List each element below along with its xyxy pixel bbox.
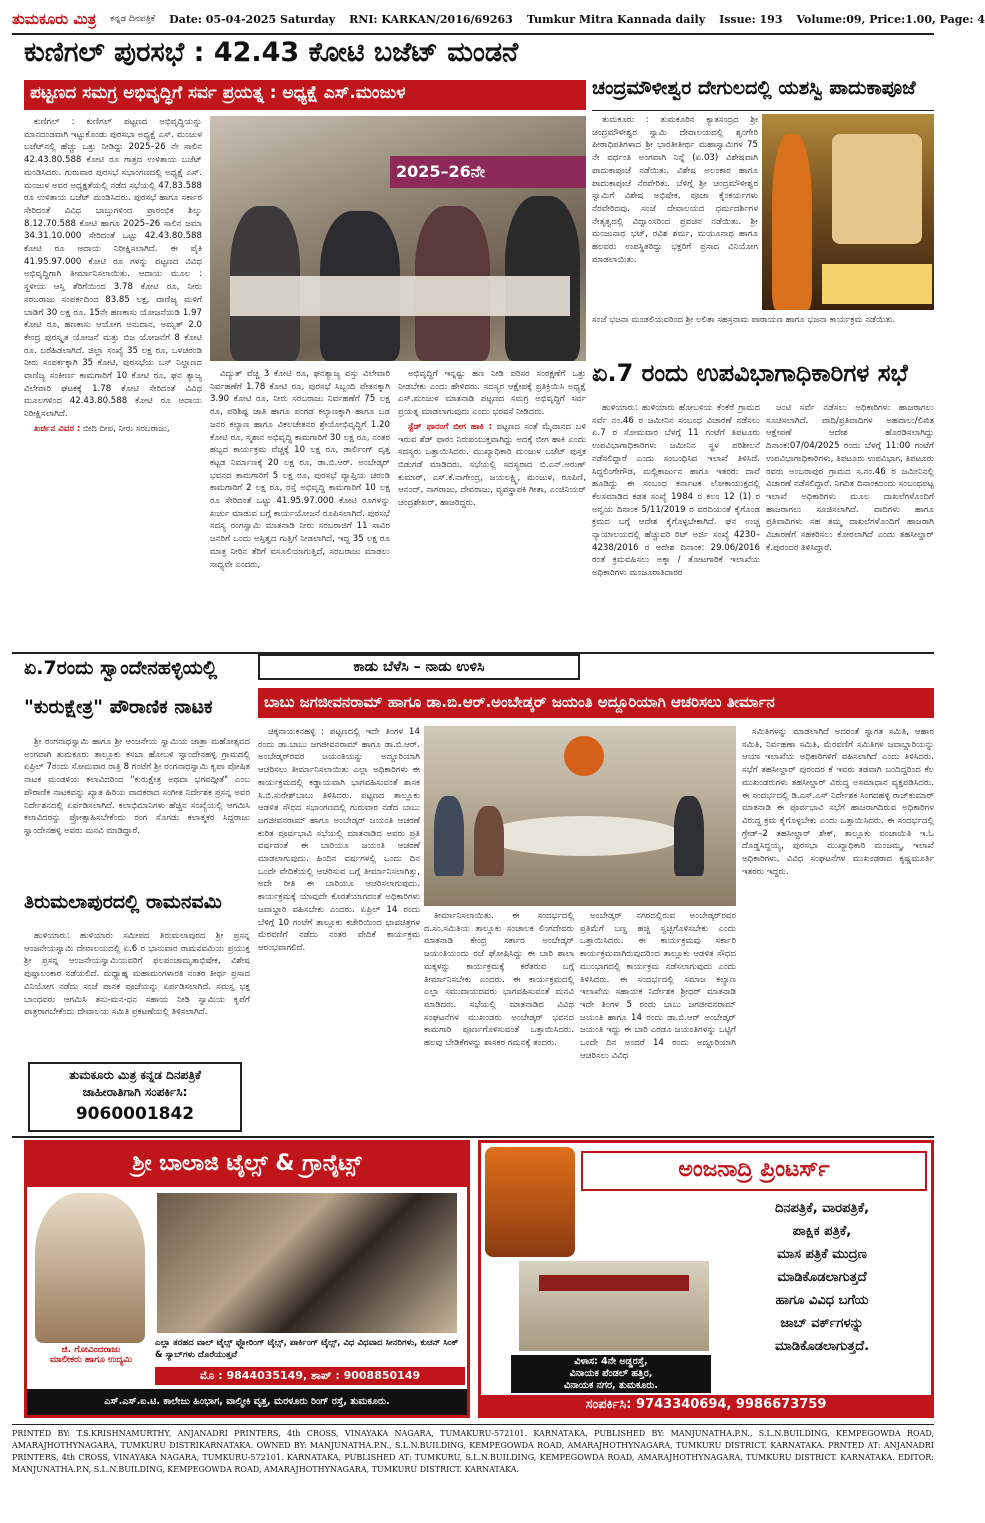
story6-column-2: ತೀರ್ಮಾನಿಸಲಾಯಿತು. ಈ ಸಂದರ್ಭದಲ್ಲಿ ದ.ಸಂ.ಸಮಿತಿಯ ತಾಲ್ಲೂಕು ಸಂಚಾಲಕ ಲಿಂಗದೇವರು ಮಾತನಾಡಿ ಕೇಂದ್ರ ಸರ್ಕಾರ ಅಂಬೇಡ್ಕರ್ ಜಯಂತಿಯಂದು ರಜೆ ಘೋಷಿಸಿದ್ದು ಈ ಬಾರಿ ಶಾಲಾ ಮಕ್ಕಳನ್ನು ಕಾರ್ಯಕ್ರಮಕ್ಕೆ ಕರೆತರುವ ಬಗ್ಗೆ ತೀರ್ಮಾನಿಸಬೇಕು ಎಂದರು. ಈ ಕಾರ್ಯಕ್ರಮದಲ್ಲಿ ಎಲ್ಲಾ ಸಮುದಾಯದವರು ಭಾಗವಹಿಸುವಂತೆ ಮನವಿ ಮಾಡಿದರು. ಸಭೆಯಲ್ಲಿ ಮಾತನಾಡಿದ ವಿವಿಧ ಸಂಘಟನೆಗಳ ಮುಖಂಡರು ಅಂಬೇಡ್ಕರ್ ಭವನದ ಕಾಮಗಾರಿ ಪೂರ್ಣಗೊಳಿಸುವಂತೆ ಒತ್ತಾಯಿಸಿದರು. ಹಲವು ಬೇಡಿಕೆಗಳನ್ನು ಶಾಸಕರ ಗಮನಕ್ಕೆ ತಂದರು. (424, 911, 574, 1049)
tiles-address: ಎಸ್.ಎಸ್.ಐ.ಟಿ. ಕಾಲೇಜು ಹಿಂಭಾಗ, ವಾಲ್ಮೀಕಿ ವೃತ್ತ, ಮರಳೂರು ರಿಂಗ್ ರಸ್ತೆ, ತುಮಕೂರು. (27, 1389, 467, 1415)
story1-column-2: ವಿದ್ಯುತ್ ವೆಚ್ಚ 3 ಕೋಟಿ ರೂ, ಘನತ್ಯಾಜ್ಯ ವಸ್ತು ವಿಲೇವಾರಿ ನಿರ್ವಹಣೆಗೆ 1.78 ಕೋಟಿ ರೂ, ಪುರಸಭೆ ಸಿಬ್ಬಂದಿ ವೇತನಕ್ಕಾಗಿ 3.90 ಕೋಟಿ ರೂ, ನೀರು ಸರಬರಾಜು ನಿರ್ವಹಣೆಗೆ 75 ಲಕ್ಷ ರೂ, ಪರಿಶಿಷ್ಟ ಜಾತಿ ಹಾಗೂ ಪಂಗಡ ಕಲ್ಯಾಣಕ್ಕಾಗಿ ಹಾಗೂ ಬಡ ಜನರ ಕಲ್ಯಾಣ ಹಾಗೂ ವಿಕಲಚೇತನರ ಶ್ರೇಯೋಭಿವೃದ್ಧಿಗೆ 1.20 ಕೋಟಿ ರೂ, ಸ್ಮಶಾನ ಅಭಿವೃದ್ಧಿ ಕಾಮಗಾರಿಗೆ 30 ಲಕ್ಷ ರೂ, ನಂತರ ಹಬ್ಬದ ಕಾರ್ಯಕ್ರಮ ವೆಚ್ಚಕ್ಕೆ 10 ಲಕ್ಷ ರೂ, ಡಾರ್ಲಿಂಗ್ ವೃತ್ತ ಕಟ್ಟಡ ನಿರ್ಮಾಣಕ್ಕೆ 20 ಲಕ್ಷ ರೂ, ಡಾ.ಬಿ.ಆರ್. ಅಂಬೇಡ್ಕರ್ ಭವನದ ಕಾಮಗಾರಿಗೆ 5 ಲಕ್ಷ ರೂ, ಪುರಸಭೆ ವ್ಯಾಪ್ತಿಯ ಚರಂಡಿ ಕಾಮಗಾರಿಗೆ 2 ಲಕ್ಷ ರೂ, ರಸ್ತೆ ಅಭಿವೃದ್ಧಿ ಕಾಮಗಾರಿಗೆ 10 ಲಕ್ಷ ರೂ ಸೇರಿದಂತೆ ಒಟ್ಟು 41.95.97.000 ಕೋಟಿ ರೂಗಳನ್ನು ಖರ್ಚು ಮಾಡುವ ಬಗ್ಗೆ ಕಾರ್ಯಯೋಜನೆ ರೂಪಿಸಲಾಗಿದೆ. ಪುರಸಭೆ ಸದಸ್ಯ ರಂಗಸ್ವಾಮಿ ಮಾತನಾಡಿ ನೀರು ಸರಬರಾಜಿಗೆ 11 ಸಾವಿರ ಜನರಿಗೆ ಒಂದು ಅಸ್ತಿತ್ವದ ಗುತ್ತಿಗೆ ನೀಡಲಾಗಿದೆ, ಇದ್ದ 35 ಲಕ್ಷ ರೂ ಮಾತ್ರ ನೀರಿನ ತೆರಿಗೆ ವಸೂಲಿಯಾಗುತ್ತಿದೆ, ಸರಬರಾಜು ಮಾಡಲು ಸಾಧ್ಯವೇ ಎಂದರು, (210, 369, 390, 570)
story4-headline-line1: ಏ.7ರಂದು ಸ್ವಾಂದೇನಹಳ್ಳಿಯಲ್ಲಿ (24, 657, 218, 679)
temple-puja-photo (762, 114, 934, 310)
tiles-ad-title: ಶ್ರೀ ಬಾಲಾಜಿ ಟೈಲ್ಸ್ & ಗ್ರಾನೈಟ್ಸ್ (27, 1143, 467, 1187)
printers-contact: ಸಂಪರ್ಕಿಸಿ: 9743340694, 9986673759 (481, 1395, 931, 1415)
owner-subtitle: ಮಾಲೀಕರು ಹಾಗೂ ಉದ್ಯಮಿ (49, 1355, 133, 1365)
volume-price-page: Volume:09, Price:1.00, Page: 4 (796, 12, 985, 26)
anjanadri-printers-ad (478, 1140, 934, 1418)
issue-date: Date: 05-04-2025 Saturday (169, 12, 336, 26)
balaji-tiles-ad (24, 1140, 470, 1418)
paper-name: Tumkur Mitra Kannada daily (526, 12, 706, 26)
story2-caption: ಸಂಜೆ ಭಜನಾ ಮಂಡಲಿಯವರಿಂದ ಶ್ರೀ ಲಲಿತಾ ಸಹಸ್ರನಾಮ ಪಾರಾಯಣ ಹಾಗೂ ಭಜನಾ ಕಾರ್ಯಕ್ರಮ ನಡೆಯಿತು. (592, 315, 896, 325)
story2-rule (592, 110, 934, 111)
tiles-phones: ಮೊ : 9844035149, ಶಾಪ್ : 9008850149 (155, 1367, 465, 1385)
story3-column-1: ಹುಳಿಯಾರು: ಹುಳಿಯಾರು ಹೋಬಳಿಯ ಕೆಂಕೆರೆ ಗ್ರಾಮದ ಸರ್ವೆ ನಂ.46 ರ ಜಮೀನಿನ ಸಂಬಂಧ ವಿಚಾರಣೆ ನಡೆಸಲು ಏ.7 ರ ಸೋಮವಾರ ಬೆಳಗ್ಗೆ 11 ಗಂಟೆಗೆ ತಿಪಟೂರು ಉಪವಿಭಾಗಾಧಿಕಾರಿಗಳು ಜಮೀನಿನ ಸ್ಥಳ ಪರಿಶೀಲನೆ ನಡೆಸಲಿದ್ದಾರೆ ಎಂದು ಸಂಬಂಧಿಸಿದ ಇಲಾಖೆ ತಿಳಿಸಿದೆ. ಸಿದ್ದಲಿಂಗೇಗೌಡ, ಮಲ್ಲಿಕಾರ್ಜುನ ಹಾಗೂ ಇತರರು ದಾವೆ ಹೂಡಿದ್ದು ಈ ಸಂಬಂಧ ಕರ್ನಾಟಕ ಲೋಕಾಯುಕ್ತದಲ್ಲಿ ಕೆಲಸಮಾಡಿದ ಕಡತ ಸಂಖ್ಯೆ 1984 ರ ಕಲಂ 12 (1) ರ ಅನ್ವಯ ದಿನಾಂಕ 5/11/2019 ರ ವರದಿಯಂತೆ ಕೈಗೊಂಡ ಕ್ರಮದ ಬಗ್ಗೆ ಆದೇಶ ಕೈಗೊಳ್ಳಬೇಕಾಗಿದೆ. ಘನ ಉಚ್ಚ ನ್ಯಾಯಾಲಯದಲ್ಲಿ ಹೆಚ್ಚುವರಿ ರಿಟ್ ಅರ್ಜಿ ಸಂಖ್ಯೆ 4230–4238/2016 ರ ಆದೇಶ ದಿನಾಂಕ: 29.06/2016 ರಂತೆ ಕ್ರಮವಹಿಸಲು ಅಕ್ಕಾ / ತೋಟಗಾರಿಕೆ ಇಲಾಖೆಯ ಅಧಿಕಾರಿಗಳು ಮಂಜೂರಾತಿದಾರರ (592, 403, 760, 579)
meeting-photo (424, 726, 736, 906)
story3-column-2: ಜಂಟಿ ಸರ್ವೆ ನಡೆಸಲು ಅಧಿಕಾರಿಗಳು ಹಾಜರಾಗಲು ಸೂಚಿಸಲಾಗಿದೆ. ವಾದಿ/ಪ್ರತಿವಾದಿಗಳ ಅಹವಾಲು/ಲಿಖಿತ ಆಕ್ಷೇಪಣೆ ಆದೇಶ ಹೊರಡಿಸಲಾಗಿದ್ದು ದಿನಾಂಕ:07/04/2025 ರಂದು ಬೆಳಗ್ಗೆ 11:00 ಗಂಟೆಗೆ ಉಪವಿಭಾಗಾಧಿಕಾರಿಗಳು, ತಿಪಟೂರು ಉಪವಿಭಾಗ, ತಿಪಟೂರು ರವರು ಅಂಬರಾಪುರ ಗ್ರಾಮದ ಸ.ನಂ.46 ರ ಜಮೀನಿನಲ್ಲಿ ವಿಚಾರಣೆ ನಡೆಸಲಿದ್ದಾರೆ. ನಿಗದಿತ ದಿನಾಂಕದಂದು ಸಂಬಂಧಪಟ್ಟ ಇಲಾಖೆ ಅಧಿಕಾರಿಗಳು ಮೂಲ ದಾಖಲೆಗಳೊಂದಿಗೆ ಹಾಜರಾಗಲು ಸೂಚಿಸಲಾಗಿದೆ. ವಾದಿಗಳು ಹಾಗೂ ಪ್ರತಿವಾದಿಗಳು ಸಹ ತಮ್ಮ ದಾಖಲೆಗಳೊಂದಿಗೆ ಹಾಜರಾಗಿ ವಿಚಾರಣೆಗೆ ಸಹಕರಿಸಲು ಕೋರಲಾಗಿದೆ ಎಂದು ತಹಸೀಲ್ದಾರ್ ಕೆ.ಪುರಂದರ ತಿಳಿಸಿದ್ದಾರೆ. (766, 403, 934, 553)
printers-address: ವಿಳಾಸ: 4ನೇ ಅಡ್ಡರಸ್ತೆ, ವಿನಾಯಕ ಪೆಂಡಲ್ ಹತ್ತಿರ, ವಿನಾಯಕ ನಗರ, ತುಮಕೂರು. (511, 1355, 711, 1393)
story5-headline: ತಿರುಮಲಾಪುರದಲ್ಲಿ ರಾಮನವಮಿ (24, 891, 222, 913)
owner-photo (35, 1193, 145, 1343)
story1-column-1: ಕುಣಿಗಲ್ : ಕುಣಿಗಲ್ ಪಟ್ಟಣದ ಅಭಿವೃದ್ಧಿಯನ್ನು ಮಾನದಂಡವಾಗಿ ಇಟ್ಟುಕೊಂಡು ಪುರಸಭಾ ಅಧ್ಯಕ್ಷೆ ಎಸ್. ಮಂಜುಳ ಬಜೆಟ್‌ನಲ್ಲಿ ಹೆಚ್ಚು ಒತ್ತು ನೀಡಿದ್ದು 2025–26 ನೇ ಸಾಲಿನ 42.43.80.588 ಕೋಟಿ ರೂ ಗಾತ್ರದ ಉಳಿತಾಯ ಬಜೆಟ್ ಮಂಡಿಸಿದರು. ಗುರುವಾರ ಪುರಸಭೆ ಸಭಾಂಗಣದಲ್ಲಿ ಅಧ್ಯಕ್ಷೆ ಎಸ್. ಮಂಜುಳ ಅವರ ಅಧ್ಯಕ್ಷತೆಯಲ್ಲಿ ನಡೆದ ಸಭೆಯಲ್ಲಿ 47.83.588 ರೂ ಉಳಿತಾಯ ಬಜೆಟ್ ಮಂಡಿಸಿದರು. ಪುರಸಭೆ ಹಾಗೂ ಸರ್ಕಾರ ಸೇರಿದಂತೆ ವಿವಿಧ ಬಾಬ್ತುಗಳಿಂದ ಪ್ರಾರಂಭಿಕ ಶಿಲ್ಕು 8.12.70.588 ಕೋಟಿ ಹಾಗೂ 2025–26 ಸಾಲಿನ ಜಮಾ 34.31.10.000 ಸೇರಿದಂತೆ ಒಟ್ಟು 42.43.80.588 ಕೋಟಿ ರೂ ಆದಾಯ ನಿರೀಕ್ಷಿಸಲಾಗಿದೆ. ಈ ಪೈಕಿ 41.95.97.000 ಕೋಟಿ ರೂ ಗಳನ್ನು ಪಟ್ಟಣದ ವಿವಿಧ ಅಭಿವೃದ್ಧಿಗಾಗಿ ತೀರ್ಮಾನಿಸಲಾಯಿತು. ಆದಾಯ ಮೂಲ : ಸ್ಥಳೀಯ ಆಸ್ತಿ ತೆರಿಗೆಯಿಂದ 3.78 ಕೋಟಿ ರೂ, ನೀರು ಸರಬರಾಜು ಸಂಪರ್ಕದಿಂದ 83.85 ಲಕ್ಷ, ವಾಣಿಜ್ಯ ಮಳಿಗೆ ಬಾಡಿಗೆ 30 ಲಕ್ಷ ರೂ. 15ನೇ ಹಣಕಾಸು ಯೋಜನೆಯಡಿ 1.97 ಕೋಟಿ ರೂ, ಹಣಕಾಸು ಆಯೋಗ ಅನುದಾನ, ಅಮೃತ್ 2.0 ಕೇಂದ್ರ ಪುರಸ್ಕೃತ ಯೋಜನೆ ಮತ್ತು ಬಿಜ ಯೋಜನೆಗೆ 8 ಕೋಟಿ ರೂ. ಬರೆಹಿಡಲಾಗಿದೆ. ಜಿಲ್ಲಾ ಸಂಖ್ಯೆ 35 ಲಕ್ಷ ರೂ, ಒಳಚರಂಡಿ ನೀರು ಸಂಪರ್ಕಕ್ಕಾಗಿ 35 ಕೋಟಿ, ಪುರಸಭೆಯ ಬಸ್ ನಿಲ್ದಾಣದ ವಾಣಿಜ್ಯ ಸಂಕೀರ್ಣ ಕಾಮಗಾರಿಗೆ 10 ಕೋಟಿ ರೂ, ಘನ ತ್ಯಾಜ್ಯ ವಿಲೇವಾರಿ ಘಟಕಕ್ಕೆ 1.78 ಕೋಟಿ ಸೇರಿದಂತೆ ವಿವಿಧ ಮೂಲಗಳಿಂದ 42.43.80.588 ಕೋಟಿ ರೂ ಆದಾಯ ನಿರೀಕ್ಷಿಸಲಾಗಿದೆ. ಖರ್ಚಿನ ವಿವರ : ಬೀದಿ ದೀಪ, ನೀರು ಸರಬರಾಜು, (24, 117, 203, 434)
masthead (12, 6, 985, 32)
rni-number: RNI: KARKAN/2016/69263 (349, 12, 513, 26)
advertise-line1: ತುಮಕೂರು ಮಿತ್ರ ಕನ್ನಡ ದಿನಪತ್ರಿಕೆ (69, 1068, 201, 1082)
hanuman-image (485, 1147, 575, 1257)
story3-headline: ಏ.7 ರಂದು ಉಪವಿಭಾಗಾಧಿಕಾರಿಗಳ ಸಭೆ (592, 359, 908, 387)
advertise-line2: ಜಾಹೀರಾತಿಗಾಗಿ ಸಂಪರ್ಕಿಸಿ: (82, 1085, 188, 1099)
footer-rule (12, 1424, 934, 1425)
story5-body: ಹುಳಿಯಾರು: ಹುಳಿಯಾರು ಸಮೀಪದ ತಿರುಮಲಾಪುರದ ಶ್ರೀ ಪ್ರಸನ್ನ ಆಂಜನೇಯಸ್ವಾಮಿ ದೇವಾಲಯದಲ್ಲಿ ಏ.6 ರ ಭಾನುವಾರ ರಾಮನವಮಿಯ ಪ್ರಯುಕ್ತ ಶ್ರೀ ಪ್ರಸನ್ನ ಆಂಜನೇಯಸ್ವಾಮಿಯವರಿಗೆ ಫಲಪಂಚಾಮೃತಾಭಿಷೇಕ, ವಿಶೇಷ ಪುಷ್ಪಾಲಂಕಾರ ನಡೆಯಲಿದೆ. ಮಧ್ಯಾಹ್ನ ಮಹಾಮಂಗಳಾರತಿ ನಂತರ ತೀರ್ಥ ಪ್ರಸಾದ ವಿನಿಯೋಗ ನಡೆದು ಸಂಜೆ ಪಾನಕ ಪೂಜೆಯನ್ನು ಏರ್ಪಡಿಸಲಾಗಿದೆ. ಸಮಸ್ತ ಭಕ್ತ ಬಾಂಧವರು ಆಗಮಿಸಿ ತನು-ಮನ-ಧನ ಸಹಾಯ ನೀಡಿ ಸ್ವಾಮಿಯ ಕೃಪೆಗೆ ಪಾತ್ರರಾಗಬೇಕೆಂದು ದೇವಾಲಯ ಸಮಿತಿ ಪ್ರಕಟಣೆಯಲ್ಲಿ ತಿಳಿಸಲಾಗಿದೆ. (24, 931, 250, 1018)
masthead-rule (12, 33, 934, 35)
imprint-footer: PRINTED BY: T.S.KRISHNAMURTHY, ANJANADRI PRINTERS, 4th CROSS, VINAYAKA NAGARA, TUMAKURU-572101. KARNATAKA, PUBLISHED BY: MANJUNATHA.P.N., S.L.N.BUILDING, KEMPEGOWDA ROAD, AMARAJHOTHYNAGARA, TUMKURU DISTRIKARNATAKA. OWNED BY: MANJUNATHA.P.N., S.L.N.BUILDING, KEMPEGOWDA ROAD, AMARAJHOTHYNAGARA, TUMKURU DISTRICT. KARNATAKA. PRNTED AT: ANJANADRI PRINTERS, 4th CROSS, VINAYAKA NAGARA, TUMKURU-572101. KARNATAKA, PUBLISHED AT: TUMKURU, S.L.N.BUILDING, KEMPEGOWDA ROAD, AMARAJHOTHYNAGARA, TUMKURU DISTRICT. KARNATAKA. EDITOR: MANJUNATHA.P.N, S.L.N.BUILDING, KEMPEGOWDA ROAD, AMARAJHOTHYNAGARA, TUMKURU DISTRICT. KARNATAKA. (12, 1429, 934, 1474)
story1-subhead: ಪಟ್ಟಣದ ಸಮಗ್ರ ಅಭಿವೃದ್ಧಿಗೆ ಸರ್ವ ಪ್ರಯತ್ನ : ಅಧ್ಯಕ್ಷೆ ಎಸ್.ಮಂಜುಳ (24, 80, 586, 110)
printers-shop-photo (519, 1261, 709, 1351)
logo-subtitle: ಕನ್ನಡ ದಿನಪತ್ರಿಕೆ (110, 14, 156, 24)
advertise-contact-box (28, 1062, 242, 1132)
ads-rule (12, 1136, 934, 1138)
advertise-phone: 9060001842 (75, 1104, 195, 1124)
owner-name: ಜಿ. ಗೋವಿಂದರಾಜು (61, 1345, 121, 1355)
budget-release-photo (210, 116, 586, 361)
tiles-product-photo (157, 1193, 457, 1333)
story6-column-4: ಸಮಿತಿಗಳನ್ನು ಮಾಡಲಾಗಿದೆ ಅದರಂತೆ ಸ್ವಾಗತ ಸಮಿತಿ, ಆಹಾರ ಸಮಿತಿ, ನಿರ್ವಹಣಾ ಸಮಿತಿ, ಮೆರವಣಿಗೆ ಸಮಿತಿಗಳ ಜವಾಬ್ದಾರಿಯನ್ನು ಆಯಾ ಇಲಾಖೆಯ ಅಧಿಕಾರಿಗಳಿಗೆ ವಹಿಸಲಾಗಿದೆ ಎಂದು ತಿಳಿಸಿದರು. ಸಭೆಗೆ ತಹಸೀಲ್ದಾರ್ ಪುರಂದರ ಕೆ ಇವರು ತಡವಾಗಿ ಬಂದಿದ್ದರಿಂದ ಕೆಲ ಮುಖಂಡರುಗಳು ತಹಸೀಲ್ದಾರ್ ವಿರುದ್ಧ ಅಸಮಾಧಾನ ವ್ಯಕ್ತಪಡಿಸಿದರು. ಈ ಸಂದರ್ಭದಲ್ಲಿ ಡಿ.ಎಸ್.ಎಸ್ ನಿರ್ದೇಶಕ ಸಿಂಗದಹಳ್ಳಿ ರಾಜ್‌ಕುಮಾರ್ ಮಾತನಾಡಿ ಈ ಪೂರ್ವಭಾವಿ ಸಭೆಗೆ ಹಾಜರಾಗದಿರುವ ಅಧಿಕಾರಿಗಳ ವಿರುದ್ಧ ಕ್ರಮ ಕೈಗೊಳ್ಳಬೇಕು ಎಂದು ಒತ್ತಾಯಿಸಿದರು. ಈ ಸಂದರ್ಭದಲ್ಲಿ ಗ್ರೇಡ್–2 ತಹಸೀಲ್ದಾರ್ ಶೇಕ್, ತಾಲ್ಲೂಕು ಪಂಚಾಯಿತಿ ಇ.ಓ ದೊಡ್ಡಸಿದ್ದಯ್ಯ, ಪುರಸಭಾ ಮುಖ್ಯಾಧಿಕಾರಿ ಮಂಜಮ್ಮ, ಇಲಾಖೆ ಅಧಿಕಾರಿಗಳು, ವಿವಿಧ ಸಂಘಟನೆಗಳ ಮುಖಂಡರಾದ ಕೃಷ್ಣಮೂರ್ತಿ ಇತರರು ಇದ್ದರು. (742, 727, 934, 877)
printers-services: ದಿನಪತ್ರಿಕೆ, ವಾರಪತ್ರಿಕೆ, ಪಾಕ್ಷಿಕ ಪತ್ರಿಕೆ, ಮಾಸ ಪತ್ರಿಕೆ ಮುದ್ರಣ ಮಾಡಿಕೊಡಲಾಗುತ್ತದೆ ಹಾಗೂ ವಿವಿಧ ಬಗೆಯ ಜಾಬ್ ವರ್ಕ್‌ಗಳನ್ನು ಮಾಡಿಕೊಡಲಾಗುತ್ತದೆ. (774, 1201, 870, 1354)
issue-number: Issue: 193 (719, 12, 783, 26)
story4-headline-line2: "ಕುರುಕ್ಷೇತ್ರ" ಪೌರಾಣಿಕ ನಾಟಕ (24, 696, 213, 718)
story2-body: ತುಮಕೂರು : ತುಮಕೂರಿನ ಕ್ಯಾತಸಂದ್ರದ ಶ್ರೀ ಚಂದ್ರಮೌಳೀಶ್ವರ ಸ್ವಾಮಿ ದೇವಾಲಯದಲ್ಲಿ ಶೃಂಗೇರಿ ಪೀಠಾಧಿಪತಿಗಳಾದ ಶ್ರೀ ಭಾರತೀತೀರ್ಥ ಮಹಾಸ್ವಾಮಿಗಳ 75 ನೇ ವರ್ಧಂತಿ ಅಂಗವಾಗಿ ನಿನ್ನೆ (ಏ.03) ವಿಶೇಷವಾಗಿ ಪಾದುಕಾಪೂಜೆ ನಡೆಯಿತು. ವಿಶೇಷ ಅಲಂಕಾರ ಹಾಗೂ ಪಾದುಕಾಪೂಜೆ ನೆರವೇರಿತು. ಬೆಳಿಗ್ಗೆ ಶ್ರೀ ಚಂದ್ರಮೌಳೀಶ್ವರ ಸ್ವಾಮಿಗೆ ವಿಶೇಷ ಅಭಿಷೇಕ, ಪೂಜಾ ಕೈಂಕರ್ಯಗಳು ನೆರವೇರಿದವು. ಸಂಜೆ ದೇವಾಲಯದ ಧರ್ಮದರ್ಶಿಗಳ ನೇತೃತ್ವದಲ್ಲಿ ವಿದ್ವಾಂಸರಿಂದ ಪ್ರವಚನ ನಡೆಯಿತು. ಶ್ರೀ ಮಂಜುನಾಥ ಭಟ್, ರವಿಶ ಶರ್ಮ, ಮಯೂನಾಥ ಹಾಗೂ ಹಲವರು ಉಪಸ್ಥಿತರಿದ್ದು ಭಕ್ತರಿಗೆ ಪ್ರಸಾದ ವಿನಿಯೋಗ ಮಾಡಲಾಯಿತು. (592, 115, 758, 265)
story4-body: ಶ್ರೀ ರಂಗನಾಥಸ್ವಾಮಿ ಹಾಗೂ ಶ್ರೀ ಆಂಜನೇಯ ಸ್ವಾಮಿಯ ಜಾತ್ರಾ ಮಹೋತ್ಸವದ ಅಂಗವಾಗಿ ತುಮಕೂರು ತಾಲ್ಲೂಕು ಕಸಬಾ ಹೋಬಳಿ ಸ್ವಾಂದೇನಹಳ್ಳಿ ಗ್ರಾಮದಲ್ಲಿ ಏಪ್ರಿಲ್ 7ರಂದು ಸೋಮವಾರ ರಾತ್ರಿ 8 ಗಂಟೆಗೆ ಶ್ರೀ ರಂಗನಾಥಸ್ವಾಮಿ ಕೃಪಾ ಪೋಷಿತ ನಾಟಕ ಮಂಡಳಿಯ ಕಲಾವಿದರಿಂದ "ಕುರುಕ್ಷೇತ್ರ ಅಥವಾ ಭಗವದ್ಗೀತೆ" ಎಂಬ ಪೌರಾಣಿಕ ನಾಟಕವನ್ನು ಖ್ಯಾತ ಹಿರಿಯ ವಾದಕರಾದ ಸಂಗೀತ ನಿರ್ದೇಶಕ ಪ್ರಸನ್ನ ಅವರ ನಿರ್ದೇಶನದಲ್ಲಿ ಏರ್ಪಡಿಸಲಾಗಿದೆ. ಕಲಾಭಿಮಾನಿಗಳು ಹೆಚ್ಚಿನ ಸಂಖ್ಯೆಯಲ್ಲಿ ಆಗಮಿಸಿ ಕಲಾವಿದರನ್ನು ಪ್ರೋತ್ಸಾಹಿಸಬೇಕೆಂದು ರಂಗ ಸೊಗಡು ಕಲಾತ್ಮಕರ ಸಿದ್ದರಾಜು ಸ್ವಾಂದೇನಹಳ್ಳಿ ಅವರು ಮನವಿ ಮಾಡಿದ್ದಾರೆ. (24, 737, 250, 836)
printers-ad-title: ಅಂಜನಾದ್ರಿ ಪ್ರಿಂಟರ್ಸ್ (581, 1151, 927, 1191)
story6-column-1: ಚಿಕ್ಕನಾಯಕನಹಳ್ಳಿ : ಪಟ್ಟಣದಲ್ಲಿ ಇದೇ ತಿಂಗಳ 14 ರಂದು ಡಾ.ಬಾಬು ಜಗಜೀವನರಾಮ್ ಹಾಗೂ ಡಾ.ಬಿ.ಆರ್. ಅಂಬೇಡ್ಕರ್‌ರವರ ಜಯಂತಿಯನ್ನು ಅದ್ದೂರಿಯಾಗಿ ಆಚರಿಸಲು ತೀರ್ಮಾನಿಸಲಾಯಿತು ಎಲ್ಲಾ ಅಧಿಕಾರಿಗಳು ಈ ಕಾರ್ಯಕ್ರಮದಲ್ಲಿ ಕಡ್ಡಾಯವಾಗಿ ಭಾಗವಹಿಸುವಂತೆ ಶಾಸಕ ಸಿ.ಬಿ.ಸುರೇಶ್‌ಬಾಬು ತಿಳಿಸಿದರು. ಪಟ್ಟಣದ ತಾಲ್ಲೂಕು ಆಡಳಿತ ಸೌಧದ ಸಭಾಂಗಣದಲ್ಲಿ ಗುರುವಾರ ನಡೆದ ಬಾಬು ಜಗಜೀವನರಾಮ್ ಹಾಗೂ ಅಂಬೇಡ್ಕರ್ ಜಯಂತಿ ಆಚರಣೆ ಕುರಿತ ಪೂರ್ವಭಾವಿ ಸಭೆಯಲ್ಲಿ ಮಾತನಾಡಿದ ಅವರು ಪ್ರತಿ ವರ್ಷದಂತೆ ಈ ಬಾರಿಯೂ ಜಯಂತಿ ಆಚರಣೆ ಮಾಡಲಾಗುವುದು. ಹಿಂದಿನ ವರ್ಷಗಳಲ್ಲಿ ಒಂದು ದಿನ ಒಂದೇ ವೇದಿಕೆಯಲ್ಲಿ ಆಚರಿಸುವ ಬಗ್ಗೆ ತೀರ್ಮಾನಿಸಲಾಗಿತ್ತು, ಅದೇ ರೀತಿ ಈ ಬಾರಿಯೂ ಆಚರಿಸಲಾಗುವುದು. ಕಾರ್ಯಕ್ರಮಕ್ಕೆ ಯಾವುದೇ ಕೊರತೆಯಾಗದಂತೆ ಅಧಿಕಾರಿಗಳು ಜವಾಬ್ದಾರಿ ವಹಿಸಬೇಕು ಎಂದರು. ಏಪ್ರಿಲ್ 14 ರಂದು ಬೆಳಿಗ್ಗೆ 10 ಗಂಟೆಗೆ ತಾಲ್ಲೂಕು ಕಚೇರಿಯಿಂದ ಭಾವಚಿತ್ರಗಳ ಮೆರವಣಿಗೆ ನಡೆದು ನಂತರ ವೇದಿಕೆ ಕಾರ್ಯಕ್ರಮ ಆರಂಭವಾಗಲಿದೆ. (258, 727, 420, 953)
photo-banner: 2025–26ನೇ (390, 156, 586, 188)
story1-headline: ಕುಣಿಗಲ್ ಪುರಸಭೆ : 42.43 ಕೋಟಿ ಬಜೆಟ್ ಮಂಡನೆ (24, 37, 519, 68)
slogan-box: ಕಾಡು ಬೆಳೆಸಿ – ನಾಡು ಉಳಿಸಿ (258, 654, 580, 680)
story2-headline: ಚಂದ್ರಮೌಳೀಶ್ವರ ದೇಗುಲದಲ್ಲಿ ಯಶಸ್ವಿ ಪಾದುಕಾಪೂಜೆ (592, 77, 916, 99)
story6-column-3: ಅಂಬೇಡ್ಕರ್ ನಗರದಲ್ಲಿರುವ ಅಂಬೇಡ್ಕರ್‌ರವರ ಪ್ರತಿಮೆಗೆ ಬಣ್ಣ ಹಚ್ಚಿ ಸ್ವಚ್ಛಗೊಳಿಸಬೇಕು ಎಂದು ಒತ್ತಾಯಿಸಿದರು. ಈ ಕಾರ್ಯಕ್ರಮವು ಸರ್ಕಾರಿ ಕಾರ್ಯಕ್ರಮವಾಗಿರುವುದರಿಂದ ತಾಲ್ಲೂಕು ಆಡಳಿತ ಸೌಧದ ಮುಂಭಾಗದಲ್ಲಿ ಕಾರ್ಯಕ್ರಮ ನಡೆಸಲಾಗುವುದು ಎಂದು ತಿಳಿಸಿದರು. ಈ ಸಂದರ್ಭದಲ್ಲಿ ಸಮಾಜ ಕಲ್ಯಾಣ ಇಲಾಖೆಯ ಸಹಾಯಕ ನಿರ್ದೇಶಕ ಶ್ರೀಧರ್ ಮಾತನಾಡಿ ಇದೇ ತಿಂಗಳ 5 ರಂದು ಬಾಬು ಜಗಜೀವನರಾಮ್ ಜಯಂತಿ ಹಾಗೂ 14 ರಂದು ಡಾ.ಬಿ.ಆರ್ ಅಂಬೇಡ್ಕರ್ ಜಯಂತಿ ಇದ್ದು ಈ ಬಾರಿ ಎರಡೂ ಜಯಂತಿಗಳನ್ನು ಒಟ್ಟಿಗೆ ಒಂದೇ ದಿನ ಅಂದರೆ 14 ರಂದು ಅದ್ದೂರಿಯಾಗಿ ಆಚರಿಸಲು ವಿವಿಧ (580, 911, 736, 1061)
story1-column-3: ಅಭಿವೃದ್ಧಿಗೆ ಇನ್ನಷ್ಟು ಹಣ ನೀಡಿ ಪರಿಸರ ಸಂರಕ್ಷಣೆಗೆ ಒತ್ತು ನೀಡಬೇಕು ಎಂದು ಹೇಳಿದರು. ಸದಸ್ಯರ ಆಕ್ಷೇಪಕ್ಕೆ ಪ್ರತಿಕ್ರಿಯಿಸಿ ಅಧ್ಯಕ್ಷೆ ಎಸ್.ಮಂಜುಳ ಮಾತನಾಡಿ ಪಟ್ಟಣದ ಸಮಗ್ರ ಅಭಿವೃದ್ಧಿಗೆ ಸರ್ವ ಪ್ರಯತ್ನ ಮಾಡಲಾಗುವುದು ಎಂದು ಭರವಸೆ ನೀಡಿದರು. ಸ್ಟೆಡ್ ಫಾರಂಗೆ ಬೀಗ ಹಾಕಿ : ಪಟ್ಟಣದ ಸಂತೆ ಮೈದಾನದ ಬಳಿ ಇರುವ ಶೆಡ್ ಫಾರಂ ನಿರುಪಯುಕ್ತವಾಗಿದ್ದು ಅದಕ್ಕೆ ಬೀಗ ಹಾಕಿ ಎಂದು ಸದಸ್ಯರು ಒತ್ತಾಯಿಸಿದರು. ಮುಖ್ಯಾಧಿಕಾರಿ ಮಂಜುಳ ಬಜೆಟ್ ಪುಸ್ತಕ ಬಿಡುಗಡೆ ಮಾಡಿದರು. ಸಭೆಯಲ್ಲಿ ಸದಸ್ಯರಾದ ಬಿ.ಎನ್.ಅರುಣ್ ಕುಮಾರ್, ಎಸ್.ಕೆ.ನಾಗೇಂದ್ರ, ಜಯಲಕ್ಷ್ಮಿ, ಮಂಜುಳ, ರೂಪಿಣಿ, ಆನಂದ್, ನಾಗರಾಜು, ದೇವರಾಜು, ವ್ಯವಸ್ಥಾಪಕಿ ಗೀತಾ, ಎಂಜಿನಿಯರ್ ಚಂದ್ರಶೇಖರ್, ಹಾಜರಿದ್ದರು. (398, 369, 587, 509)
tiles-products-text: ಎಲ್ಲಾ ತರಹದ ವಾಲ್ ಟೈಲ್ಸ್ ಫ್ಲೋರಿಂಗ್ ಟೈಲ್ಸ್, ಪಾರ್ಕಿಂಗ್ ಟೈಲ್ಸ್, ವಿಧ ವಿಧವಾದ ಸೀನರಿಗಳು, ಕುಚನ್ ಸಿಂಕ್ & ಸ್ಯಾಬ್‌ಗಳು ದೊರೆಯುತ್ತವೆ (155, 1338, 459, 1360)
paper-logo: ತುಮಕೂರು ಮಿತ್ರ (12, 10, 97, 28)
story6-headline: ಬಾಬು ಜಗಜೀವನರಾಮ್ ಹಾಗೂ ಡಾ.ಬಿ.ಆರ್.ಅಂಬೇಡ್ಕರ್ ಜಯಂತಿ ಅದ್ದೂರಿಯಾಗಿ ಆಚರಿಸಲು ತೀರ್ಮಾನ (258, 688, 934, 718)
